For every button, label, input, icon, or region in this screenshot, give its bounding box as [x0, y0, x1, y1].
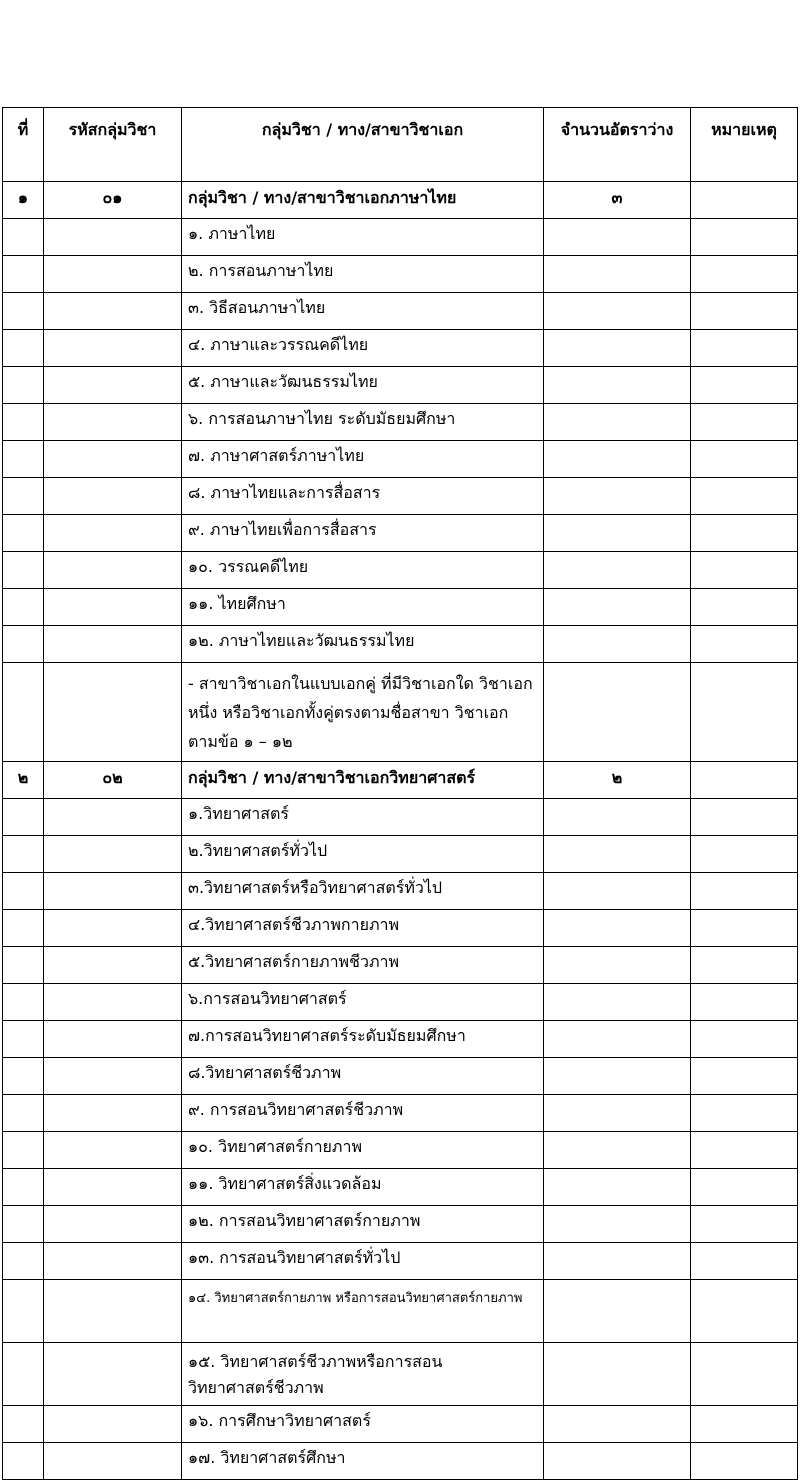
table-row [3, 256, 798, 293]
table-row [3, 836, 798, 873]
major-item: ๔. ภาษาและวรรณคดีไทย [182, 330, 544, 367]
group-vacancies: ๓ [544, 182, 691, 219]
table-row [3, 441, 798, 478]
table-row [3, 589, 798, 626]
major-item: ๑๐. วิทยาศาสตร์กายภาพ [182, 1132, 544, 1169]
table-row [3, 1095, 798, 1132]
header-subject: กลุ่มวิชา / ทาง/สาขาวิชาเอก [182, 108, 544, 182]
major-item: ๑๑. ไทยศึกษา [182, 589, 544, 626]
table-row [3, 799, 798, 836]
major-item: ๗.การสอนวิทยาศาสตร์ระดับมัธยมศึกษา [182, 1021, 544, 1058]
major-item: ๒.วิทยาศาสตร์ทั่วไป [182, 836, 544, 873]
major-item: ๘. ภาษาไทยและการสื่อสาร [182, 478, 544, 515]
group-number: ๑ [3, 182, 44, 219]
header-code: รหัสกลุ่มวิชา [44, 108, 182, 182]
group-remarks [691, 182, 798, 219]
major-item: ๘.วิทยาศาสตร์ชีวภาพ [182, 1058, 544, 1095]
table-row [3, 663, 798, 762]
major-item: ๖. การสอนภาษาไทย ระดับมัธยมศึกษา [182, 404, 544, 441]
major-item: ๑๑. วิทยาศาสตร์สิ่งแวดล้อม [182, 1169, 544, 1206]
table-row [3, 367, 798, 404]
table-row [3, 478, 798, 515]
major-item: ๗. ภาษาศาสตร์ภาษาไทย [182, 441, 544, 478]
vacancy-table [2, 107, 798, 1480]
major-item: ๑๔. วิทยาศาสตร์กายภาพ หรือการสอนวิทยาศาสตร์กายภาพ [182, 1280, 544, 1343]
group-remarks [691, 762, 798, 799]
group-row-science [3, 762, 798, 799]
major-item: ๑. ภาษาไทย [182, 219, 544, 256]
major-item: ๙. ภาษาไทยเพื่อการสื่อสาร [182, 515, 544, 552]
table-row [3, 330, 798, 367]
major-item: ๑๗. วิทยาศาสตร์ศึกษา [182, 1443, 544, 1480]
major-item: ๔.วิทยาศาสตร์ชีวภาพกายภาพ [182, 910, 544, 947]
major-item: ๑๒. ภาษาไทยและวัฒนธรรมไทย [182, 626, 544, 663]
table-row [3, 1343, 798, 1406]
major-item: ๑๒. การสอนวิทยาศาสตร์กายภาพ [182, 1206, 544, 1243]
group-title: กลุ่มวิชา / ทาง/สาขาวิชาเอกภาษาไทย [182, 182, 544, 219]
major-item: ๙. การสอนวิทยาศาสตร์ชีวภาพ [182, 1095, 544, 1132]
table-row [3, 1132, 798, 1169]
header-no: ที่ [3, 108, 44, 182]
major-item: ๑๐. วรรณคดีไทย [182, 552, 544, 589]
major-item: ๑.วิทยาศาสตร์ [182, 799, 544, 836]
group-note: - สาขาวิชาเอกในแบบเอกคู่ ที่มีวิชาเอกใด วิชาเอกหนึ่ง หรือวิชาเอกทั้งคู่ตรงตามชื่อสาขา วิชาเอก ตามข้อ ๑ – ๑๒ [182, 663, 544, 762]
table-row [3, 293, 798, 330]
table-row [3, 404, 798, 441]
header-vacancies: จำนวนอัตราว่าง [544, 108, 691, 182]
table-row [3, 1169, 798, 1206]
major-item: ๓. วิธีสอนภาษาไทย [182, 293, 544, 330]
table-row [3, 1280, 798, 1343]
group-vacancies: ๒ [544, 762, 691, 799]
table-row [3, 219, 798, 256]
major-item: ๑๓. การสอนวิทยาศาสตร์ทั่วไป [182, 1243, 544, 1280]
table-row [3, 515, 798, 552]
table-row [3, 873, 798, 910]
table-row [3, 1443, 798, 1480]
header-row [3, 108, 798, 182]
table-row [3, 552, 798, 589]
major-item: ๕. ภาษาและวัฒนธรรมไทย [182, 367, 544, 404]
group-row-thai [3, 182, 798, 219]
table-row [3, 1243, 798, 1280]
table-row [3, 1058, 798, 1095]
group-number: ๒ [3, 762, 44, 799]
major-item: ๕.วิทยาศาสตร์กายภาพชีวภาพ [182, 947, 544, 984]
table-row [3, 626, 798, 663]
table-row [3, 1406, 798, 1443]
table-row [3, 1206, 798, 1243]
major-item: ๑๖. การศึกษาวิทยาศาสตร์ [182, 1406, 544, 1443]
group-title: กลุ่มวิชา / ทาง/สาขาวิชาเอกวิทยาศาสตร์ [182, 762, 544, 799]
table-row [3, 910, 798, 947]
major-item: ๒. การสอนภาษาไทย [182, 256, 544, 293]
table-row [3, 947, 798, 984]
major-item: ๓.วิทยาศาสตร์หรือวิทยาศาสตร์ทั่วไป [182, 873, 544, 910]
group-code: ๐๒ [44, 762, 182, 799]
major-item: ๖.การสอนวิทยาศาสตร์ [182, 984, 544, 1021]
header-remarks: หมายเหตุ [691, 108, 798, 182]
group-code: ๐๑ [44, 182, 182, 219]
table-row [3, 984, 798, 1021]
table-row [3, 1021, 798, 1058]
major-item: ๑๕. วิทยาศาสตร์ชีวภาพหรือการสอน วิทยาศาสตร์ชีวภาพ [182, 1343, 544, 1406]
